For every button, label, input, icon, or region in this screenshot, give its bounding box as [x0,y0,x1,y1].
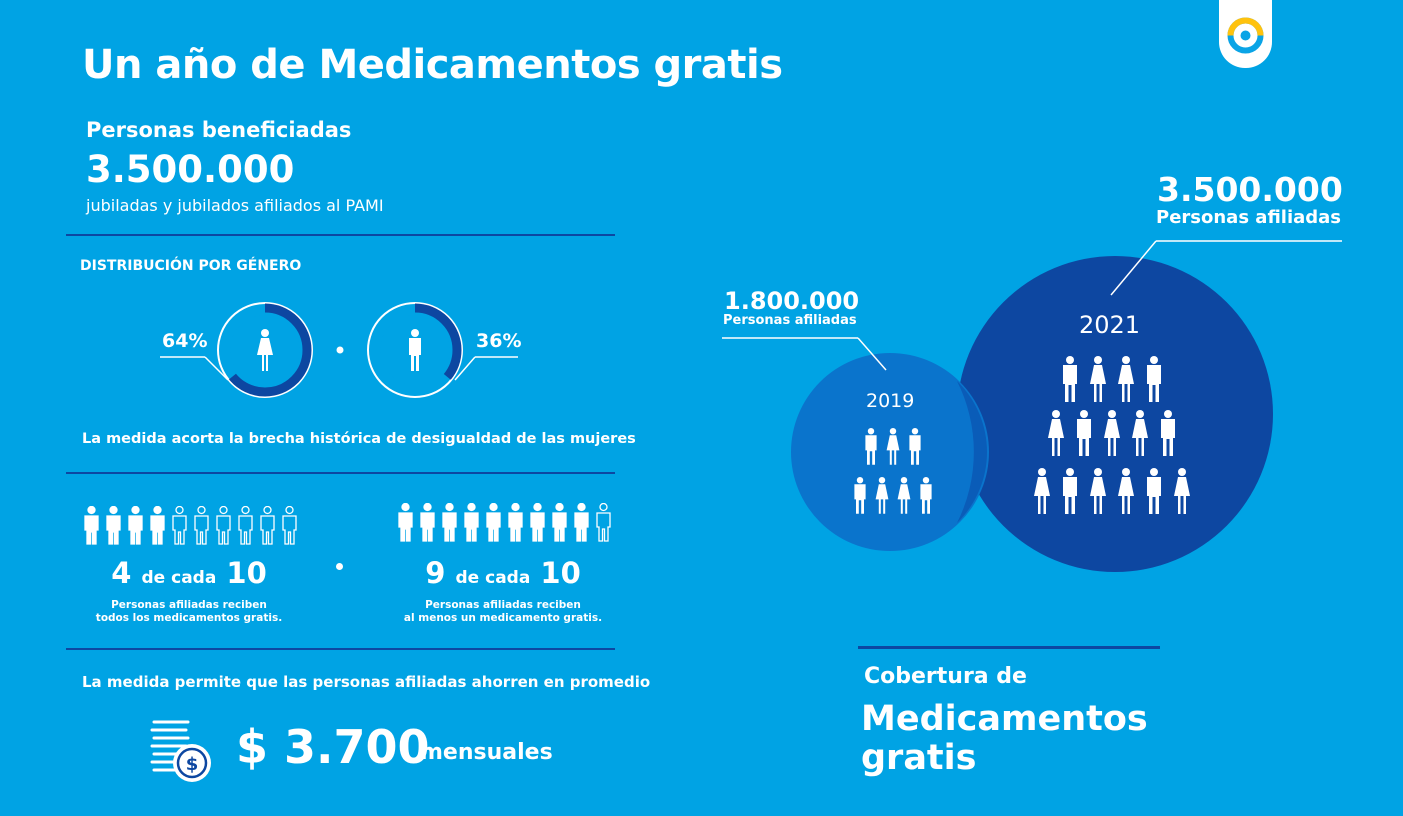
person-icon-outline [594,503,613,543]
divider [66,234,615,236]
coverage-chart [700,230,1360,590]
female-percent: 64% [162,330,208,352]
person-icon-filled [104,506,123,546]
savings-caption: La medida permite que las personas afiliadas ahorren en promedio [82,673,651,691]
person-icon-filled [148,506,167,546]
page-title: Un año de Medicamentos gratis [82,42,783,88]
logo-icon [1224,14,1267,57]
person-icon-filled [462,503,481,543]
person-icon-outline [214,506,233,546]
ratio-4of10-note: Personas afiliadas reciben todos los medicamentos gratis. [95,599,283,624]
year-2019: 2019 [866,390,915,412]
beneficiaries-label: Personas beneficiadas [86,118,352,142]
person-icon-filled [572,503,591,543]
ratio-9of10: 9 de cada 10 [425,556,581,590]
beneficiaries-subtitle: jubiladas y jubilados afiliados al PAMI [86,196,384,215]
ratio-4of10: 4 de cada 10 [111,556,267,590]
person-icon-outline [170,506,189,546]
coins-dollar-icon [148,716,214,784]
logo [1219,0,1272,68]
separator-dot [336,563,343,570]
divider [66,472,615,474]
coverage-title-line1: Cobertura de [864,664,1027,689]
year-2021: 2021 [1079,311,1141,339]
separator-dot [337,347,344,354]
divider [858,646,1160,649]
person-icon-outline [258,506,277,546]
person-icon-filled [82,506,101,546]
savings-amount: $ 3.700 [236,720,430,774]
person-icon-outline [236,506,255,546]
person-icon-outline [192,506,211,546]
people-row-4of10 [82,506,299,546]
beneficiaries-value: 3.500.000 [86,148,295,191]
coverage-2021-value: 3.500.000 [1157,170,1343,209]
coverage-2019-label: Personas afiliadas [723,313,857,328]
gender-caption: La medida acorta la brecha histórica de desigualdad de las mujeres [82,431,636,447]
gender-heading: DISTRIBUCIÓN POR GÉNERO [80,258,302,274]
divider [66,648,615,650]
ratio-9of10-note: Personas afiliadas reciben al menos un medicamento gratis. [403,599,603,624]
person-icon-outline [280,506,299,546]
coverage-2021-label: Personas afiliadas [1156,207,1342,228]
person-icon-filled [506,503,525,543]
person-icon-filled [528,503,547,543]
coverage-title: Medicamentos gratis [861,699,1148,778]
male-percent: 36% [476,330,522,352]
person-icon-filled [126,506,145,546]
coverage-2019-value: 1.800.000 [724,287,860,315]
callout-line [205,357,228,380]
person-icon-filled [550,503,569,543]
people-row-9of10 [396,503,613,543]
person-icon-filled [396,503,415,543]
person-icon-filled [418,503,437,543]
person-icon-filled [440,503,459,543]
svg-text:$: $ [185,754,199,775]
savings-unit: mensuales [420,740,553,765]
person-icon-filled [484,503,503,543]
